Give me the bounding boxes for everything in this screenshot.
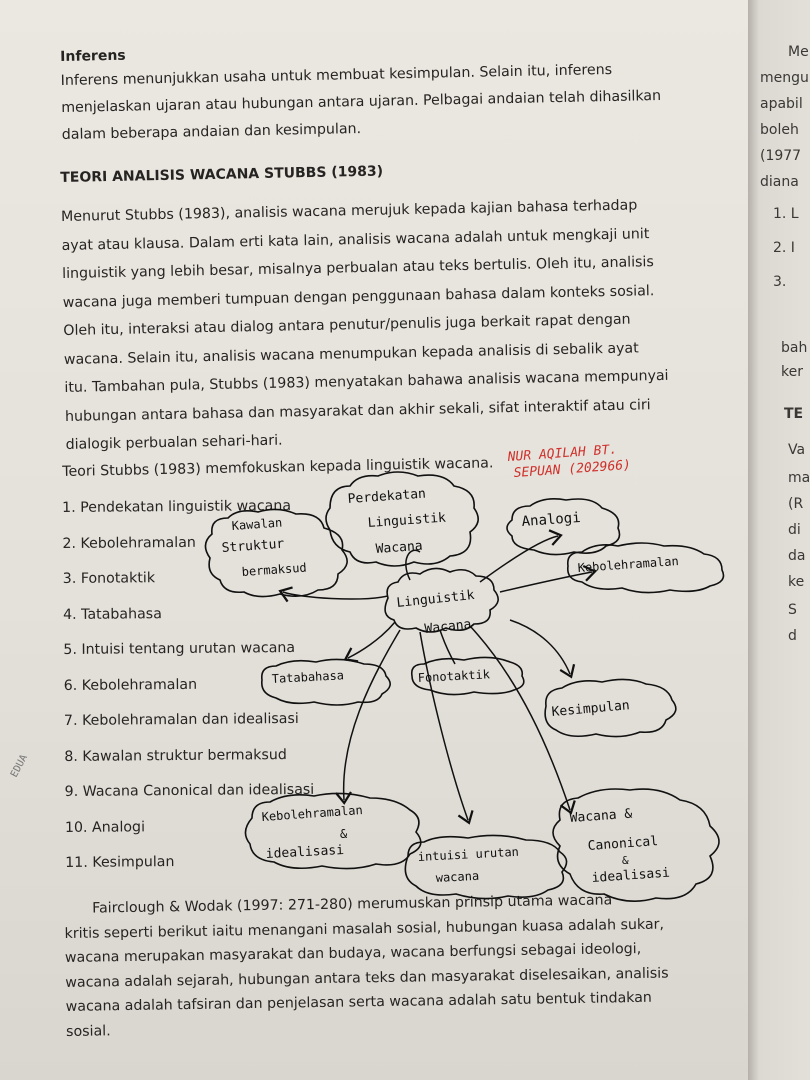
inferens-line: dalam beberapa andaian dan kesimpulan. (61, 120, 362, 143)
right-page-line: bah (781, 340, 808, 356)
bubble-canonical-line2: Canonical (587, 834, 659, 854)
bubble-pendekatan-line3: Wacana (375, 538, 424, 557)
teori-line: Oleh itu, interaksi atau dialog antara penutur/penulis juga berkait rapat dengan (63, 311, 631, 339)
teori-intro-text: Teori Stubbs (1983) memfokuskan kepada linguistik wacana. (62, 455, 494, 480)
margin-note: EDUA (8, 752, 30, 780)
right-page-line: diana (760, 174, 799, 190)
bubble-analogi-text: Analogi (521, 509, 582, 530)
right-page-line: apabil (760, 96, 803, 112)
right-page-line: d (788, 628, 797, 644)
bubble-kesimpulan-text: Kesimpulan (551, 698, 631, 720)
teori-line: itu. Tambahan pula, Stubbs (1983) menyatakan bahawa analisis wacana mempunyai (64, 367, 669, 396)
bubble-keboleh-ideal-line3: idealisasi (265, 842, 345, 862)
right-page-line: ker (781, 364, 803, 380)
right-page-line: Va (788, 442, 806, 458)
fairclough-line: sosial. (65, 1022, 111, 1040)
list-item: 8. Kawalan struktur bermaksud (64, 746, 287, 765)
bubble-pendekatan-line1: Perdekatan (347, 486, 427, 507)
fairclough-line: kritis seperti berikut iaitu menangani masalah sosial, hubungan kuasa adalah sukar, (64, 916, 665, 942)
bubble-kawalan-line3: bermaksud (241, 560, 308, 579)
list-item: 11. Kesimpulan (65, 854, 175, 871)
right-page-line: ma (788, 470, 810, 486)
right-page-line: TE (784, 406, 804, 422)
right-page-line: S (788, 602, 797, 618)
right-page-line: Me (788, 44, 809, 60)
author-id: SEPUAN (202966) (513, 457, 632, 481)
inferens-line: menjelaskan ujaran atau hubungan antara ujaran. Pelbagai andaian telah dihasilkan (61, 87, 662, 116)
right-page-line: ke (788, 574, 805, 590)
bubble-keboleh-ideal-line2: & (340, 827, 348, 841)
bubble-pendekatan-line2: Linguistik (367, 510, 447, 531)
right-page-line: mengu (760, 70, 809, 86)
author-name: NUR AQILAH BT. (507, 442, 618, 465)
right-page-line: di (788, 522, 801, 538)
bubble-kawalan-line1: Kawalan (231, 515, 283, 533)
fairclough-line: Fairclough & Wodak (1997: 271-280) merumuskan prinsip utama wacana (92, 892, 613, 917)
list-item: 2. Kebolehramalan (62, 534, 196, 552)
list-item: 9. Wacana Canonical dan idealisasi (64, 781, 315, 800)
bubble-intuisi-line2: wacana (435, 868, 480, 885)
inferens-line: Inferens menunjukkan usaha untuk membuat kesimpulan. Selain itu, inferens (60, 61, 613, 89)
right-page-line: 2. I (773, 240, 795, 256)
right-page-line: da (788, 548, 806, 564)
bubble-canonical-line4: idealisasi (591, 865, 671, 886)
teori-line: linguistik yang lebih besar, misalnya perbualan atau teks bertulis. Oleh itu, analisis (62, 254, 654, 282)
teori-line: Menurut Stubbs (1983), analisis wacana merujuk kepada kajian bahasa terhadap (60, 197, 638, 225)
list-item: 4. Tatabahasa (63, 605, 162, 623)
right-page-line: (R (788, 496, 804, 512)
teori-line: hubungan antara bahasa dan masyarakat dan akhir sekali, sifat interaktif atau ciri (64, 396, 651, 425)
list-item: 7. Kebolehramalan dan idealisasi (63, 710, 299, 729)
list-item: 6. Kebolehramalan (63, 676, 198, 694)
bubble-kebolehramalan-top-text: Kebolehramalan (577, 553, 680, 575)
bubble-canonical-line3: & (622, 854, 629, 867)
right-page-line: 1. L (773, 206, 799, 222)
right-page-line: 3. (773, 274, 787, 290)
arrow-analogi (480, 536, 558, 582)
teori-line: wacana. Selain itu, analisis wacana menumpukan kepada analisis di sebalik ayat (63, 339, 639, 368)
inferens-heading: Inferens (60, 47, 126, 65)
bubble-center-line2: Wacana (423, 617, 473, 637)
bubble-intuisi-line1: intuisi urutan (417, 844, 520, 864)
fairclough-line: wacana adalah tafsiran dan penjelasan serta wacana adalah satu bentuk tindakan (65, 989, 652, 1015)
teori-line: dialogik perbualan sehari-hari. (65, 432, 283, 453)
bubble-kawalan-line2: Struktur (221, 536, 285, 556)
list-item: 5. Intuisi tentang urutan wacana (63, 639, 296, 658)
teori-heading: TEORI ANALISIS WACANA STUBBS (1983) (60, 163, 384, 186)
list-item: 1. Pendekatan linguistik wacana (62, 498, 292, 516)
bubble-canonical-line1: Wacana & (569, 806, 633, 826)
fairclough-line: wacana adalah sejarah, hubungan antara teks dan masyarakat diselesaikan, analisis (65, 965, 669, 991)
teori-line: ayat atau klausa. Dalam erti kata lain, analisis wacana adalah untuk mengkaji unit (61, 225, 650, 254)
arrow-tatabahasa (348, 622, 395, 658)
fairclough-line: wacana merupakan masyarakat dan budaya, wacana berfungsi sebagai ideologi, (64, 940, 642, 966)
bubble-intuisi (405, 835, 566, 898)
teori-line: wacana juga memberi tumpuan dengan penggunaan bahasa dalam konteks sosial. (62, 282, 655, 311)
bubble-keboleh-ideal-line1: Kebolehramalan (261, 802, 364, 824)
bubble-center-line1: Linguistik (395, 587, 476, 611)
bubble-tatabahasa-text: Tatabahasa (271, 668, 345, 686)
right-page-line: (1977 (760, 148, 802, 164)
right-page-line: boleh (760, 122, 799, 138)
list-item: 10. Analogi (64, 818, 146, 836)
list-item: 3. Fonotaktik (62, 570, 156, 587)
bubble-fonotaktik-text: Fonotaktik (417, 667, 491, 685)
